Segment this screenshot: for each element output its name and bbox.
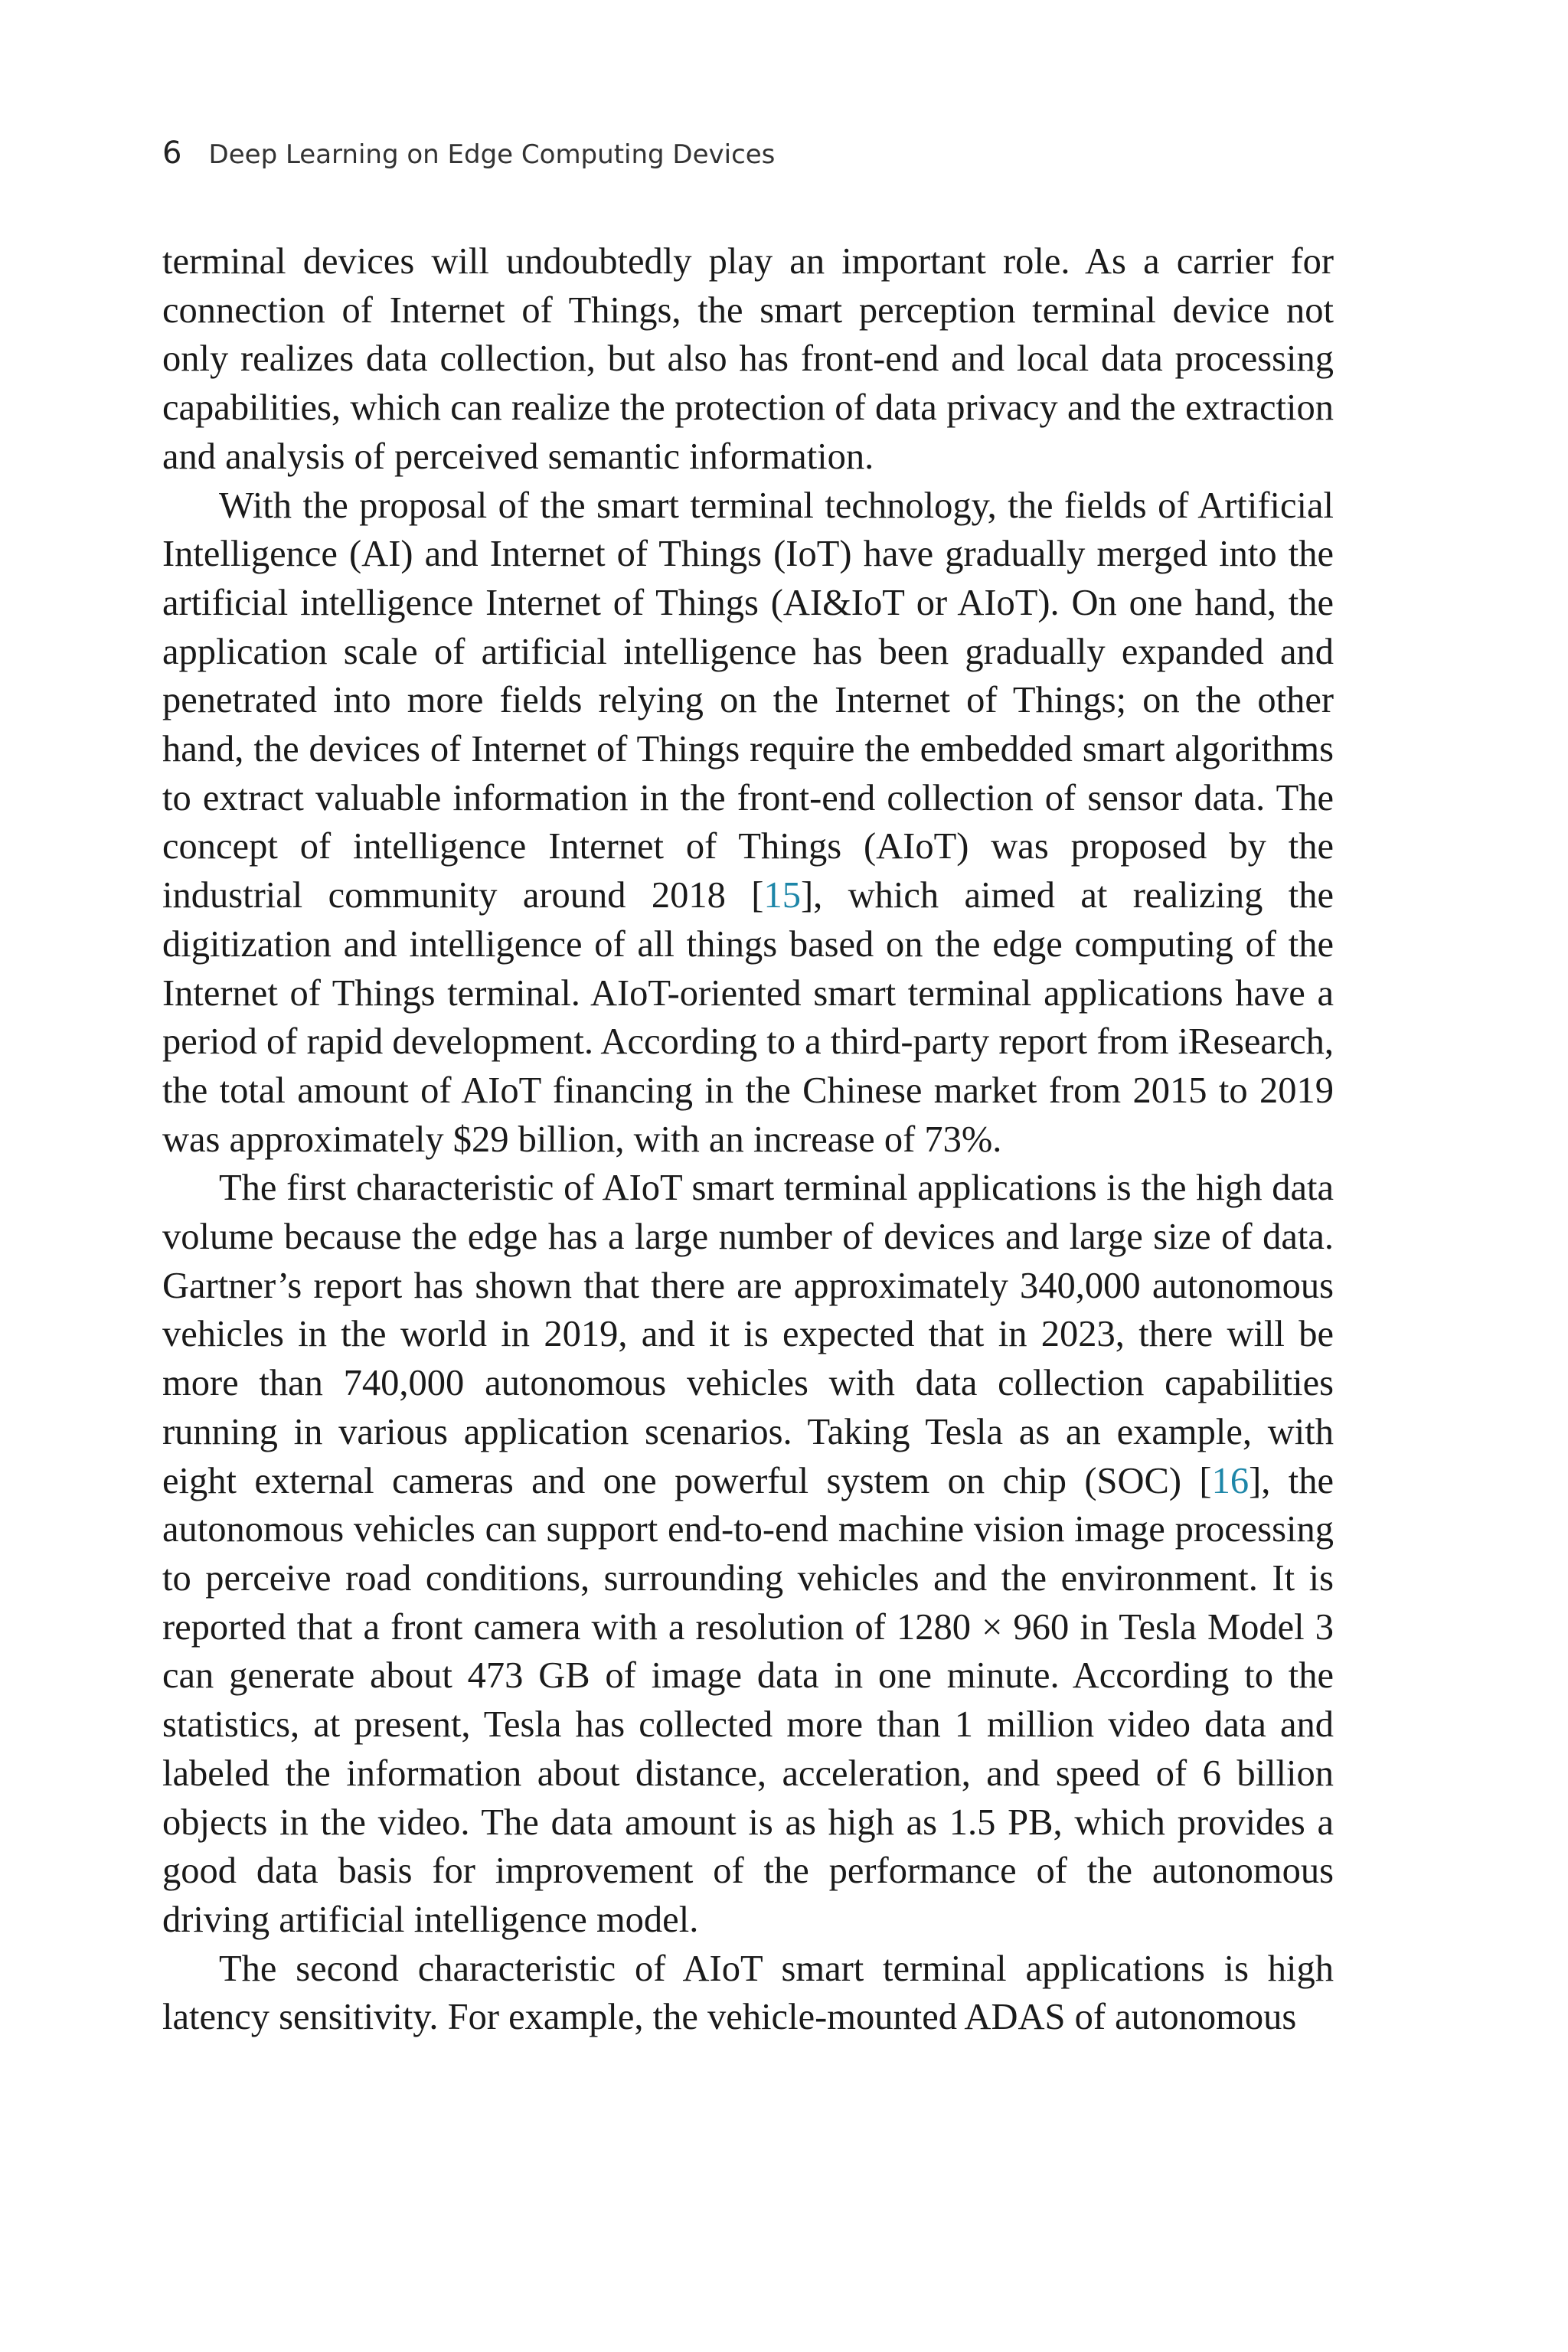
paragraph-4-text: The second characteristic of AIoT smart terminal applications is high latency sensitivity. For example, the vehicle-mounted ADAS of autonomous xyxy=(162,1948,1334,2038)
paragraph-4 xyxy=(162,1945,1334,2042)
paragraph-1-text: terminal devices will undoubtedly play an important role. As a carrier for connection of Internet of Things, the smart perception terminal device not only realizes data collection, but also has front-end and local data processing capabilities, which can realize the protection of data privacy and the extraction and analysis of perceived semantic information. xyxy=(162,241,1334,477)
body-text xyxy=(162,237,1334,2042)
book-title: Deep Learning on Edge Computing Devices xyxy=(208,139,776,170)
running-head xyxy=(162,130,775,176)
paragraph-3-text-b: ], the autonomous vehicles can support end-to-end machine vision image processing to perceive road conditions, surrounding vehicles and the environment. It is reported that a front camera with a resolution of 1280 × 960 in Tesla Model 3 can generate about 473 GB of image data in one minute. According to the statistics, at present, Tesla has collected more than 1 million video data and labeled the information about distance, acceleration, and speed of 6 billion objects in the video. The data amount is as high as 1.5 PB, which provides a good data basis for improvement of the performance of the autonomous driving artificial intelligence model. xyxy=(162,1460,1334,1940)
citation-link-15[interactable]: 15 xyxy=(763,875,801,916)
paragraph-2-text-a: With the proposal of the smart terminal technology, the fields of Artificial Intelligence (AI) and Internet of Things (IoT) have gradually merged into the artificial intelligence Internet of Things (AI&IoT or AIoT). On one hand, the application scale of artificial intelligence has been gradually expanded and penetrated into more fields relying on the Internet of Things; on the other hand, the devices of Internet of Things require the embedded smart algorithms to extract valuable information in the front-end collection of sensor data. The concept of intelligence Internet of Things (AIoT) was proposed by the industrial community around 2018 [ xyxy=(162,485,1334,916)
paragraph-3 xyxy=(162,1164,1334,1944)
paragraph-2-text-b: ], which aimed at realizing the digitization and intelligence of all things based on the edge computing of the Internet of Things terminal. AIoT-oriented smart terminal applications have a period of rapid development. According to a third-party report from iResearch, the total amount of AIoT financing in the Chinese market from 2015 to 2019 was approximately $29 billion, with an increase of 73%. xyxy=(162,875,1334,1160)
page-number: 6 xyxy=(162,136,182,171)
paragraph-1 xyxy=(162,237,1334,482)
citation-link-16[interactable]: 16 xyxy=(1211,1460,1250,1501)
paragraph-3-text-a: The first characteristic of AIoT smart terminal applications is the high data volume because the edge has a large number of devices and large size of data. Gartner’s report has shown that there are approximately 340,000 autonomous vehicles in the world in 2019, and it is expected that in 2023, there will be more than 740,000 autonomous vehicles with data collection capabilities running in various application scenarios. Taking Tesla as an example, with eight external cameras and one powerful system on chip (SOC) [ xyxy=(162,1168,1334,1501)
paragraph-2 xyxy=(162,482,1334,1165)
